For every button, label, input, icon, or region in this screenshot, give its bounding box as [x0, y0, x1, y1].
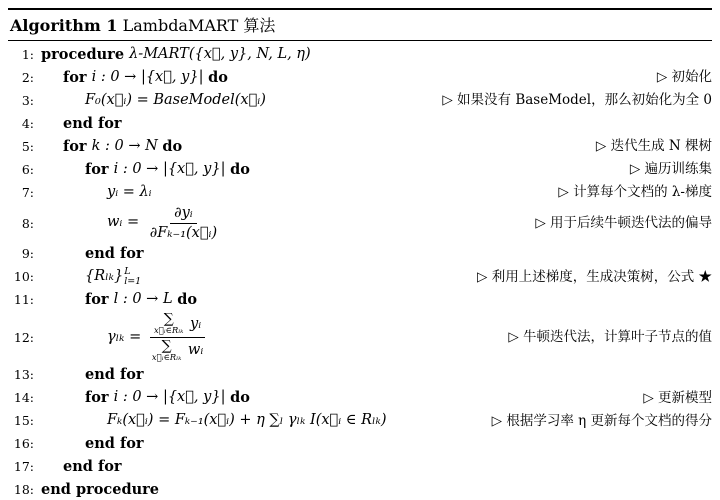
- line-body: [85, 366, 144, 383]
- sigma-symbol: ∑: [163, 311, 174, 328]
- code-line: [8, 89, 712, 112]
- math-text: Fₖ(x⃗ᵢ) = Fₖ₋₁(x⃗ᵢ) + η ∑ₗ γₗₖ I(x⃗ᵢ ∈ Rₗₖ): [107, 412, 387, 429]
- keyword: end procedure: [41, 481, 160, 499]
- line-body: [85, 435, 144, 452]
- summation: [154, 312, 183, 336]
- math-text: yᵢ: [185, 315, 202, 332]
- line-number: 9:: [21, 246, 34, 262]
- line-body: [85, 267, 141, 287]
- math-text: ∂Fₖ₋₁(x⃗ᵢ): [149, 224, 218, 241]
- line-body: [63, 138, 182, 155]
- keyword: do: [177, 291, 197, 309]
- keyword: end for: [85, 366, 144, 384]
- keyword: for: [63, 68, 92, 86]
- math-text: i : 0 → |{x⃗, y}|: [113, 389, 231, 406]
- line-comment: ▷ 计算每个文档的 λ-梯度: [558, 184, 712, 201]
- line-number: 15:: [13, 413, 34, 429]
- line-number: 18:: [13, 482, 34, 498]
- math-text: i : 0 → |{x⃗, y}|: [91, 68, 209, 85]
- code-line: [8, 478, 712, 500]
- line-number: 5:: [21, 139, 34, 154]
- code-line: [8, 112, 712, 135]
- keyword: do: [230, 389, 250, 407]
- line-number: 14:: [13, 390, 34, 406]
- fraction-numerator: [150, 312, 205, 338]
- line-number: 6:: [21, 162, 34, 177]
- line-comment: ▷ 更新模型: [643, 389, 712, 406]
- math-text: wᵢ =: [107, 214, 144, 231]
- line-body: [107, 412, 387, 429]
- math-text: k : 0 → N: [91, 137, 163, 154]
- summation: [152, 339, 181, 363]
- code-line: [8, 181, 712, 204]
- line-comment: ▷ 初始化: [656, 69, 712, 86]
- keyword: do: [162, 137, 183, 155]
- line-comment: ▷ 如果没有 BaseModel，那么初始化为全 0: [442, 92, 712, 109]
- fraction-denominator: [146, 224, 221, 242]
- math-text: {Rₗₖ}: [85, 268, 124, 285]
- code-line: [8, 204, 712, 242]
- line-body: [107, 184, 152, 201]
- line-number: 12:: [13, 329, 34, 345]
- line-comment: ▷ 利用上述梯度，生成决策树，公式 ★: [477, 268, 712, 285]
- code-line: [8, 158, 712, 181]
- math-text: F₀(x⃗ᵢ) = BaseModel(x⃗ᵢ): [85, 91, 266, 108]
- math-text: λ-MART({x⃗, y}, N, L, η): [129, 45, 311, 62]
- fraction: [146, 205, 221, 241]
- line-body: [107, 311, 209, 363]
- fraction: [148, 312, 207, 362]
- line-comment: ▷ 迭代生成 N 棵树: [595, 138, 712, 155]
- math-text: wᵢ: [183, 342, 204, 359]
- keyword: end for: [85, 435, 144, 453]
- superscript: L: [124, 265, 131, 277]
- line-number: 2:: [21, 70, 34, 85]
- line-comment: ▷ 根据学习率 η 更新每个文档的得分: [491, 412, 712, 429]
- pseudocode-lines: [8, 41, 712, 500]
- code-line: [8, 311, 712, 363]
- line-body: [85, 389, 250, 406]
- line-number: 13:: [13, 367, 34, 383]
- code-line: [8, 432, 712, 455]
- code-line: [8, 288, 712, 311]
- subscript: l=1: [124, 275, 142, 287]
- sum-limit: x⃗ᵢ∈Rₗₖ: [151, 352, 182, 363]
- math-text: ∂yᵢ: [174, 205, 193, 221]
- line-body: [85, 92, 266, 109]
- math-text: i : 0 → |{x⃗, y}|: [113, 160, 231, 177]
- keyword: do: [208, 68, 228, 86]
- code-line: [8, 265, 712, 288]
- line-body: [85, 291, 197, 308]
- algorithm-name: LambdaMART 算法: [122, 16, 276, 35]
- sigma-symbol: ∑: [161, 337, 172, 354]
- line-number: 1:: [21, 47, 34, 62]
- code-line: [8, 66, 712, 89]
- sup-sub: [124, 267, 141, 287]
- line-number: 10:: [13, 269, 34, 285]
- math-text: yᵢ = λᵢ: [107, 183, 152, 200]
- keyword: end for: [85, 245, 144, 263]
- keyword: procedure: [41, 45, 130, 63]
- line-number: 8:: [21, 215, 34, 231]
- code-line: [8, 363, 712, 386]
- line-number: 4:: [21, 116, 34, 131]
- keyword: do: [230, 160, 250, 178]
- fraction-numerator: [170, 205, 197, 224]
- code-line: [8, 455, 712, 478]
- line-number: 11:: [13, 292, 34, 308]
- algorithm-label: Algorithm 1: [10, 16, 118, 35]
- line-number: 3:: [21, 93, 34, 108]
- keyword: for: [85, 291, 114, 309]
- keyword: end for: [63, 114, 122, 132]
- fraction-denominator: [148, 338, 207, 363]
- math-text: l : 0 → L: [113, 291, 178, 308]
- line-number: 16:: [13, 436, 34, 452]
- line-comment: ▷ 牛顿迭代法，计算叶子节点的值: [508, 329, 712, 346]
- sum-limit: x⃗ᵢ∈Rₗₖ: [153, 326, 184, 337]
- math-text: γₗₖ =: [107, 328, 146, 345]
- line-body: [63, 115, 122, 132]
- code-line: [8, 43, 712, 66]
- line-number: 17:: [13, 459, 34, 475]
- line-number: 7:: [21, 185, 34, 200]
- line-body: [107, 204, 223, 242]
- line-body: [85, 245, 144, 262]
- keyword: for: [85, 389, 114, 407]
- code-line: [8, 409, 712, 432]
- keyword: for: [63, 137, 92, 155]
- line-comment: ▷ 遍历训练集: [629, 161, 712, 178]
- line-comment: ▷ 用于后续牛顿迭代法的偏导: [535, 215, 712, 232]
- line-body: [41, 481, 159, 498]
- code-line: [8, 386, 712, 409]
- keyword: for: [85, 160, 114, 178]
- line-body: [63, 458, 122, 475]
- code-line: [8, 242, 712, 265]
- line-body: [63, 69, 228, 86]
- line-body: [41, 46, 311, 63]
- algorithm-title: [8, 10, 712, 40]
- line-body: [85, 161, 250, 178]
- keyword: end for: [63, 458, 122, 476]
- code-line: [8, 135, 712, 158]
